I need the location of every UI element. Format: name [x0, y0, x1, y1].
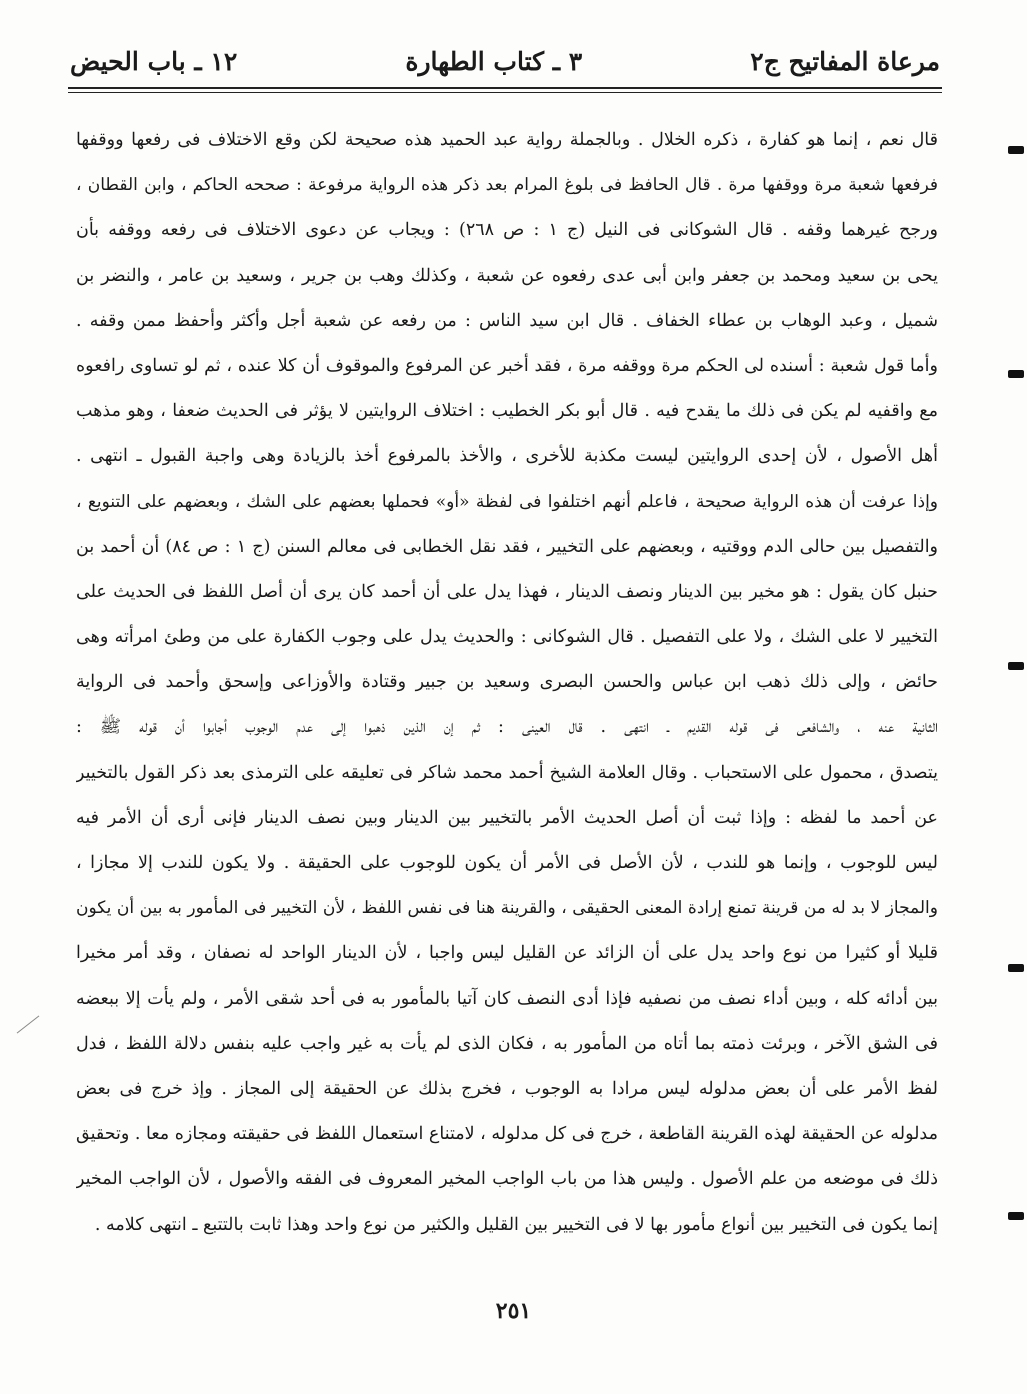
text-line: بين أدائه كله ، وبين أداء نصف من نصفيه فإذا أدى النصف كان آتيا بالمأمور به فى أحد شقى الأمر ، ولم يأت إلا ببعضه: [76, 988, 938, 1009]
margin-mark: [1008, 662, 1024, 670]
margin-mark: [1008, 1212, 1024, 1220]
text-line: فرفعها شعبة مرة ووقفها مرة . قال الحافظ فى بلوغ المرام بعد ذكر هذه الرواية مرفوعة : صححه الحاكم ، وابن القطان ،: [76, 175, 938, 196]
header-kitab: ٣ ـ كتاب الطهارة: [405, 46, 583, 76]
header-book-title: مرعاة المفاتيح ج٢: [750, 46, 940, 76]
header-rule-thick: [68, 87, 942, 89]
text-line: وإذا عرفت أن هذه الرواية صحيحة ، فاعلم أنهم اختلفوا فى لفظة «أو» فحملها بعضهم على الشك ، وبعضهم على التنويع ،: [76, 491, 938, 512]
text-line: إنما يكون فى التخيير بين أنواع مأمور بها لا فى التخيير بين القليل والكثير من نوع واحد وهذا ثابت بالتتبع ـ انتهى كلامه .: [94, 1214, 938, 1235]
margin-mark: [1008, 370, 1024, 378]
margin-mark: [1008, 146, 1024, 154]
page-number: ٢٥١: [495, 1298, 532, 1324]
header-rule-thin: [68, 92, 942, 93]
text-line: ورجح غيرهما وقفه . قال الشوكانى فى النيل (ج ١ : ص ٢٦٨) : ويجاب عن دعوى الاختلاف فى رفعه ووقفه بأن: [76, 220, 938, 241]
body-text: [76, 118, 938, 1248]
margin-mark: [1008, 964, 1024, 972]
text-line: وأما قول شعبة : أسنده لى الحكم مرة ووقفه مرة ، فقد أخبر عن المرفوع والموقوف أن كلا عنده ، ثم لو تساوى رافعوه: [76, 355, 938, 376]
running-header: [70, 38, 940, 84]
text-line: عن أحمد ما لفظه : وإذا ثبت أن أصل الحديث الأمر بالتخيير بين الدينار وبين نصف الدينار فإنى أرى أن الأمر فيه: [76, 807, 938, 828]
text-line: الثانية عنه ، والشافعى فى قوله القديم ـ انتهى . قال العينى : ثم إن الذين ذهبوا إلى عدم الوجوب أجابوا أن قوله ﷺ :: [76, 717, 938, 738]
text-line: ليس للوجوب ، وإنما هو للندب ، لأن الأصل فى الأمر أن يكون للوجوب على الحقيقة . ولا يكون للندب إلا مجازا ،: [76, 853, 938, 873]
text-line: والتفصيل بين حالى الدم ووقتيه ، وبعضهم على التخيير ، فقد نقل الخطابى فى معالم السنن (ج ١ : ص ٨٤) أن أحمد بن: [76, 536, 938, 557]
text-line: يحى بن سعيد ومحمد بن جعفر وابن أبى عدى رفعوه عن شعبة ، وكذلك وهب بن جرير ، وسعيد بن عامر ، والنضر بن: [76, 265, 938, 286]
text-line: شميل ، وعبد الوهاب بن عطاء الخفاف . قال ابن سيد الناس : من رفعه عن شعبة أجل وأكثر وأحفظ ممن وقفه .: [76, 310, 938, 331]
text-line: ذلك فى موضعه من علم الأصول . وليس هذا من باب الواجب المخير المعروف فى الفقه والأصول ، لأن الواجب المخير: [76, 1169, 938, 1190]
text-line: حنبل كان يقول : هو مخير بين الدينار ونصف الدينار ، فهذا يدل على أن أحمد كان يرى أن أصل اللفظ فى الحديث على: [76, 581, 938, 602]
text-line: أهل الأصول ، لأن إحدى الروايتين ليست مكذبة للأخرى ، والأخذ بالمرفوع أخذ بالزيادة وهى واجبة القبول ـ انتهى .: [76, 446, 938, 467]
text-line: لفظ الأمر على أن بعض مدلوله ليس مرادا به الوجوب ، فخرج بذلك عن الحقيقة إلى المجاز . وإذ خرج فى بعض: [76, 1078, 938, 1099]
text-line: التخيير لا على الشك ، ولا على التفصيل . قال الشوكانى : والحديث يدل على وجوب الكفارة على من وطئ امرأته وهى: [76, 627, 938, 648]
text-line: قليلا أو كثيرا من نوع واحد يدل على أن الزائد عن القليل ليس واجبا ، لأن الدينار الواحد له نصفان ، وقد أمر مخيرا: [76, 943, 938, 964]
text-line: قال نعم ، إنما هو كفارة ، ذكره الخلال . وبالجملة رواية عبد الحميد هذه صحيحة لكن وقع الاختلاف فى رفعها ووقفها: [76, 130, 938, 150]
header-bab: ١٢ ـ باب الحيض: [70, 46, 238, 76]
text-line: مع واقفيه لم يكن فى ذلك ما يقدح فيه . قال أبو بكر الخطيب : اختلاف الروايتين لا يؤثر فى الحديث ضعفا ، وهو مذهب: [76, 401, 938, 422]
text-line: فى الشق الآخر ، وبرئت ذمته بما أتاه من المأمور به ، فكان الذى لم يأت به غير واجب عليه بنفس دلالة اللفظ ، فدل: [76, 1033, 938, 1054]
text-line: حائض ، وإلى ذلك ذهب ابن عباس والحسن البصرى وسعيد بن جبير وقتادة والأوزاعى وإسحق وأحمد فى الرواية: [76, 672, 938, 693]
scan-scratch: [17, 1015, 40, 1033]
text-line: والمجاز لا بد له من قرينة تمنع إرادة المعنى الحقيقى ، والقرينة هنا فى نفس اللفظ ، لأن التخيير فى المأمور به بين أن يكون: [76, 898, 938, 919]
text-line: مدلوله عن الحقيقة لهذه القرينة القاطعة ، خرج فى كل مدلوله ، لامتناع استعمال اللفظ فى حقيقته ومجازه معا . وتحقيق: [76, 1124, 938, 1145]
text-line: يتصدق ، محمول على الاستحباب . وقال العلامة الشيخ أحمد محمد شاكر فى تعليقه على الترمذى بعد ذكر القول بالتخيير: [76, 762, 938, 783]
